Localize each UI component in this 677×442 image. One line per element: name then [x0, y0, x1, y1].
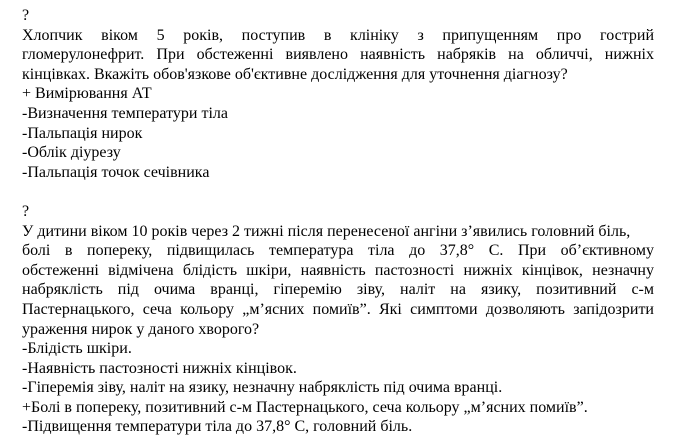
- question-marker: ?: [22, 202, 30, 220]
- answer-option: -Пальпація точок сечівника: [22, 163, 210, 181]
- question-2: [22, 202, 654, 437]
- question-stem-line: гломерулонефрит. При обстеженні виявлено наявність набряків на обличчі, нижніх: [22, 46, 654, 64]
- answer-option-correct: +Болі в попереку, позитивний с-м Пастернацького, сеча кольору „м’ясних помиїв”.: [22, 398, 588, 416]
- question-stem-line: Пастернацького, сеча кольору „м’ясних помиїв”. Які симптоми дозволяють запідозрити: [22, 300, 654, 318]
- answer-option: -Підвищення температури тіла до 37,8° С, головний біль.: [22, 418, 413, 436]
- blank-line: [22, 182, 654, 202]
- question-1: [22, 6, 654, 182]
- question-stem-line: У дитини віком 10 років через 2 тижні після перенесеної ангіни з’явились головний біль,: [22, 222, 631, 240]
- answer-option: -Пальпація нирок: [22, 124, 143, 142]
- answer-option: -Визначення температури тіла: [22, 104, 228, 122]
- question-stem-line: набряклість під очима вранці, гіперемію зіву, наліт на язику, позитивний с-м: [22, 281, 654, 299]
- answer-option: -Облік діурезу: [22, 144, 121, 162]
- question-stem-line: обстеженні відмічена блідість шкіри, наявність пастозності нижніх кінцівок, незначну: [22, 261, 654, 279]
- question-stem-line: кінцівках. Вкажіть обов'язкове об'єктивне дослідження для уточнення діагнозу?: [22, 65, 568, 83]
- answer-option: -Блідість шкіри.: [22, 340, 132, 358]
- question-marker: ?: [22, 7, 30, 24]
- question-stem-line: ураження нирок у даного хворого?: [22, 320, 260, 338]
- answer-option: -Наявність пастозності нижніх кінцівок.: [22, 359, 297, 377]
- document-page: [22, 6, 654, 437]
- answer-option-correct: + Вимірювання АТ: [22, 85, 152, 103]
- question-stem-line: болі в попереку, підвищилась температура тіла до 37,8° С. При об’єктивному: [22, 242, 654, 260]
- question-stem-line: Хлопчик віком 5 років, поступив в клініку з припущенням про гострий: [22, 26, 654, 44]
- answer-option: -Гіперемія зіву, наліт на язику, незначну набряклість під очима вранці.: [22, 379, 503, 397]
